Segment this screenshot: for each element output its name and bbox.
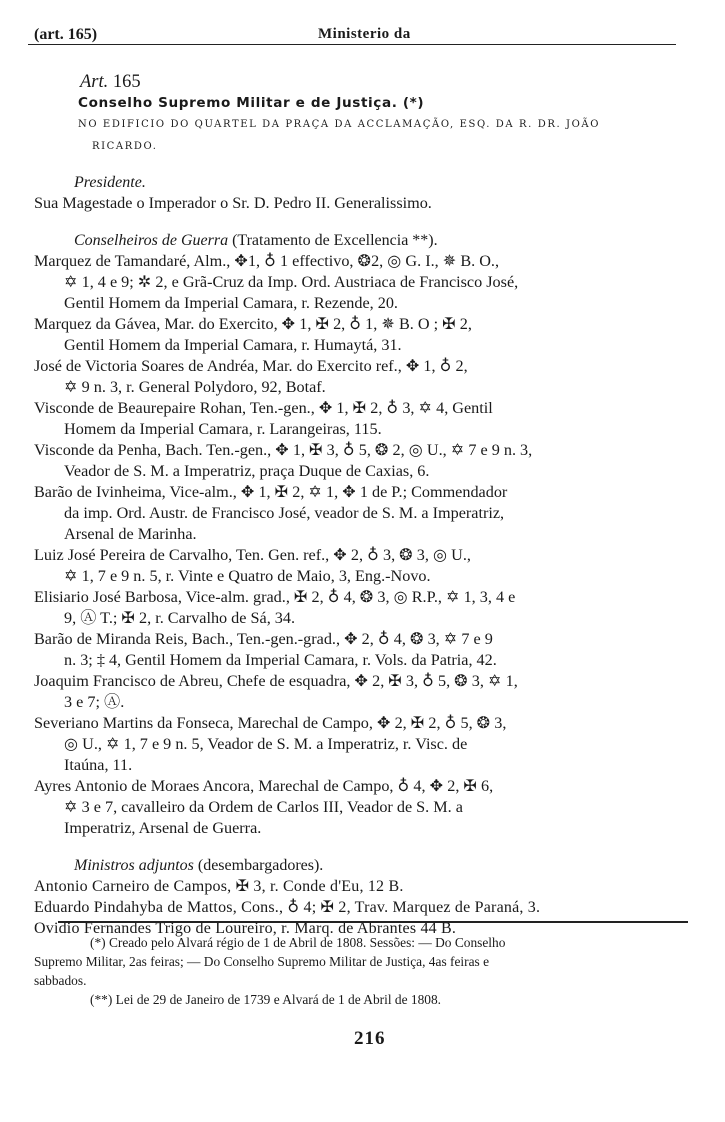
header-article-ref: (art. 165)	[34, 26, 98, 43]
council-address-line1: NO EDIFICIO DO QUARTEL DA PRAÇA DA ACCLAMAÇÃO, ESQ. DA R. DR. JOÃO	[78, 119, 601, 130]
ministers-heading-suffix: (desembargadores).	[197, 857, 324, 874]
councillor-entry-continuation: Gentil Homem da Imperial Camara, r. Humaytá, 31.	[64, 336, 402, 354]
councillor-entry-first-line: Joaquim Francisco de Abreu, Chefe de esquadra, ✥ 2, ✠ 3, ♁ 5, ❂ 3, ✡ 1,	[34, 672, 518, 690]
president-heading: Presidente.	[74, 174, 146, 191]
page-number: 216	[354, 1028, 386, 1049]
councillor-entry-continuation: ✡ 9 n. 3, r. General Polydoro, 92, Botaf.	[64, 378, 326, 396]
councillor-list	[34, 251, 684, 839]
ministers-heading-title: Ministros adjuntos	[74, 857, 194, 874]
councillor-entry-continuation: Arsenal de Marinha.	[64, 525, 197, 543]
page-body	[34, 72, 684, 939]
minister-entry: Ovidio Fernandes Trigo de Loureiro, r. Marq. de Abrantes 44 B.	[34, 920, 457, 937]
councillor-entry-continuation: 3 e 7; Ⓐ.	[64, 693, 125, 711]
footnote-1-line3: sabbados.	[34, 973, 87, 988]
councillor-entry	[34, 713, 684, 776]
header-ministry: Ministerio da	[318, 26, 411, 42]
councillor-entry-continuation: Gentil Homem da Imperial Camara, r. Rezende, 20.	[64, 294, 398, 312]
councillor-entry	[34, 482, 684, 545]
councillor-entry	[34, 671, 684, 713]
president-entry: Sua Magestade o Imperador o Sr. D. Pedro II. Generalissimo.	[34, 194, 432, 212]
councillor-entry-continuation: Veador de S. M. a Imperatriz, praça Duque de Caxias, 6.	[64, 462, 430, 480]
footnote-divider	[58, 921, 688, 925]
footnotes	[34, 935, 690, 1011]
councillor-entry-continuation: ✡ 1, 7 e 9 n. 5, r. Vinte e Quatro de Maio, 3, Eng.-Novo.	[64, 567, 431, 585]
article-number: 165	[112, 72, 141, 92]
councillor-entry	[34, 356, 684, 398]
council-title: Conselho Supremo Militar e de Justiça. (*)	[78, 95, 425, 111]
councillor-entry-continuation: da imp. Ord. Austr. de Francisco José, veador de S. M. a Imperatriz,	[64, 504, 505, 522]
councillor-entry-continuation: ◎ U., ✡ 1, 7 e 9 n. 5, Veador de S. M. a Imperatriz, r. Visc. de	[64, 735, 468, 753]
councillor-entry-first-line: Visconde de Beaurepaire Rohan, Ten.-gen., ✥ 1, ✠ 2, ♁ 3, ✡ 4, Gentil	[34, 399, 493, 417]
councillor-entry-first-line: Elisiario José Barbosa, Vice-alm. grad., ✠ 2, ♁ 4, ❂ 3, ◎ R.P., ✡ 1, 3, 4 e	[34, 588, 516, 606]
councillor-entry-first-line: Barão de Ivinheima, Vice-alm., ✥ 1, ✠ 2, ✡ 1, ✥ 1 de P.; Commendador	[34, 483, 508, 501]
councillor-entry	[34, 776, 684, 839]
footnote-2: (**) Lei de 29 de Janeiro de 1739 e Alvará de 1 de Abril de 1808.	[90, 992, 442, 1007]
councillor-entry-first-line: José de Victoria Soares de Andréa, Mar. do Exercito ref., ✥ 1, ♁ 2,	[34, 357, 468, 375]
running-header	[28, 22, 676, 45]
councillor-entry-first-line: Ayres Antonio de Moraes Ancora, Marechal de Campo, ♁ 4, ✥ 2, ✠ 6,	[34, 777, 494, 795]
councillor-entry	[34, 629, 684, 671]
councillor-entry-first-line: Luiz José Pereira de Carvalho, Ten. Gen. ref., ✥ 2, ♁ 3, ❂ 3, ◎ U.,	[34, 546, 471, 564]
councillor-entry	[34, 398, 684, 440]
footnote-1-line1: (*) Creado pelo Alvará régio de 1 de Abril de 1808. Sessões: — Do Conselho	[90, 935, 506, 950]
article-label: Art.	[80, 72, 109, 92]
article-heading	[34, 72, 684, 93]
councillors-heading-suffix: (Tratamento de Excellencia **).	[232, 232, 438, 249]
councillor-entry-first-line: Severiano Martins da Fonseca, Marechal de Campo, ✥ 2, ✠ 2, ♁ 5, ❂ 3,	[34, 714, 507, 732]
councillor-entry-continuation: n. 3; ‡ 4, Gentil Homem da Imperial Camara, r. Vols. da Patria, 42.	[64, 651, 497, 669]
footnote-1-line2: Supremo Militar, 2as feiras; — Do Conselho Supremo Militar de Justiça, 4as feiras e	[34, 954, 490, 969]
councillor-entry-continuation: ✡ 1, 4 e 9; ✲ 2, e Grã-Cruz da Imp. Ord. Austriaca de Francisco José,	[64, 273, 519, 291]
councillor-entry-first-line: Marquez de Tamandaré, Alm., ✥1, ♁ 1 effectivo, ❂2, ◎ G. I., ✵ B. O.,	[34, 252, 500, 270]
councillor-entry-continuation: Imperatriz, Arsenal de Guerra.	[64, 819, 262, 837]
councillor-entry	[34, 440, 684, 482]
councillor-entry-continuation: 9, Ⓐ T.; ✠ 2, r. Carvalho de Sá, 34.	[64, 609, 296, 627]
ministers-heading	[34, 855, 684, 876]
council-address-line2: RICARDO.	[92, 141, 158, 152]
minister-list	[34, 876, 684, 939]
councillor-entry	[34, 545, 684, 587]
councillor-entry-first-line: Marquez da Gávea, Mar. do Exercito, ✥ 1, ✠ 2, ♁ 1, ✵ B. O ; ✠ 2,	[34, 315, 472, 333]
councillors-heading-title: Conselheiros de Guerra	[74, 232, 229, 249]
councillor-entry	[34, 587, 684, 629]
councillor-entry-first-line: Barão de Miranda Reis, Bach., Ten.-gen.-grad., ✥ 2, ♁ 4, ❂ 3, ✡ 7 e 9	[34, 630, 493, 648]
councillor-entry-continuation: ✡ 3 e 7, cavalleiro da Ordem de Carlos III, Veador de S. M. a	[64, 798, 463, 816]
minister-entry: Antonio Carneiro de Campos, ✠ 3, r. Conde d'Eu, 12 B.	[34, 878, 404, 895]
councillor-entry-continuation: Itaúna, 11.	[64, 756, 133, 774]
minister-entry: Eduardo Pindahyba de Mattos, Cons., ♁ 4; ✠ 2, Trav. Marquez de Paraná, 3.	[34, 899, 541, 916]
councillor-entry-first-line: Visconde da Penha, Bach. Ten.-gen., ✥ 1, ✠ 3, ♁ 5, ❂ 2, ◎ U., ✡ 7 e 9 n. 3,	[34, 441, 533, 459]
councillor-entry	[34, 251, 684, 314]
councillor-entry	[34, 314, 684, 356]
councillor-entry-continuation: Homem da Imperial Camara, r. Larangeiras, 115.	[64, 420, 382, 438]
councillors-heading	[34, 230, 684, 251]
